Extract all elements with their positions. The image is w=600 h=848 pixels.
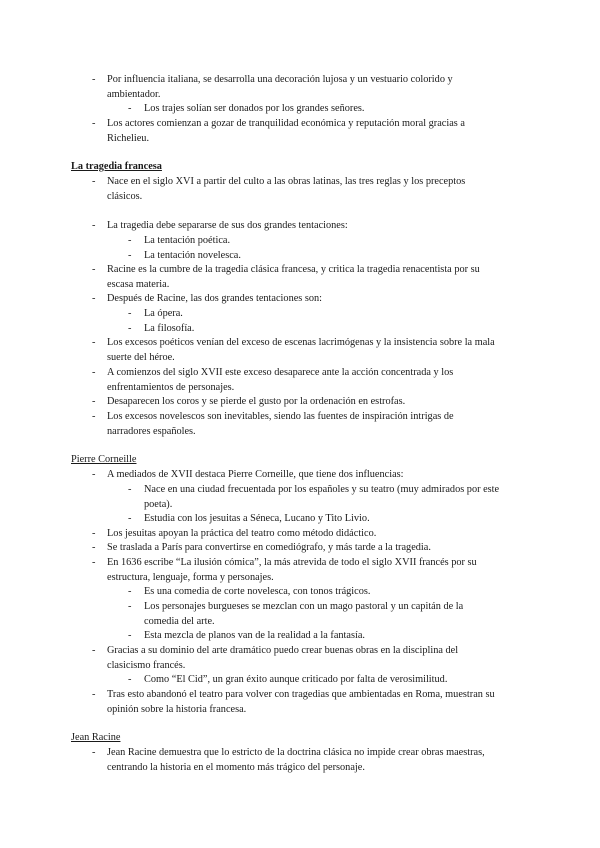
- list-item-line: A comienzos del siglo XVII este exceso desaparece ante la acción concentrada y los: [107, 367, 454, 378]
- list-item-line: Esta mezcla de planos van de la realidad a la fantasía.: [144, 630, 365, 641]
- list-item-line: La ópera.: [144, 308, 183, 319]
- list-item-line: Por influencia italiana, se desarrolla una decoración lujosa y un vestuario colorido y: [107, 74, 453, 85]
- list-item-line: poeta).: [144, 498, 173, 510]
- list-item-line: Nace en el siglo XVI a partir del culto a las obras latinas, las tres reglas y los preceptos: [107, 176, 466, 187]
- list-item-line: Estudia con los jesuitas a Séneca, Lucano y Tito Livio.: [144, 513, 370, 524]
- list-item-line: En 1636 escribe “La ilusión cómica”, la más atrevida de todo el siglo XVII francés por su: [107, 557, 477, 568]
- list-item-line: Después de Racine, las dos grandes tentaciones son:: [107, 293, 323, 304]
- list-item-line: Los excesos novelescos son inevitables, siendo las fuentes de inspiración intrigas de: [107, 411, 454, 422]
- section-title: Jean Racine: [71, 732, 121, 743]
- list-item-line: Como “El Cid”, un gran éxito aunque criticado por falta de verosimilitud.: [144, 674, 448, 685]
- list-item-line: Jean Racine demuestra que lo estricto de la doctrina clásica no impide crear obras maestras,: [107, 747, 485, 758]
- list-item-line: suerte del héroe.: [107, 351, 175, 363]
- list-item-line: Los jesuitas apoyan la práctica del teatro como método didáctico.: [107, 528, 377, 539]
- list-item-line: La tragedia debe separarse de sus dos grandes tentaciones:: [107, 220, 348, 231]
- list-item-line: opinión sobre la historia francesa.: [107, 703, 247, 715]
- list-item-line: narradores españoles.: [107, 425, 196, 437]
- list-item-line: Los excesos poéticos venían del exceso de escenas lacrimógenas y la insistencia sobre la mala: [107, 337, 495, 348]
- list-item-line: A mediados de XVII destaca Pierre Corneille, que tiene dos influencias:: [107, 469, 404, 480]
- section-title: Pierre Corneille: [71, 454, 137, 465]
- list-item-line: Gracias a su dominio del arte dramático puedo crear buenas obras en la disciplina del: [107, 645, 459, 656]
- list-item-line: Los personajes burgueses se mezclan con un mago pastoral y un capitán de la: [144, 601, 464, 612]
- list-item-line: clásicos.: [107, 190, 143, 202]
- list-item-line: clasicismo francés.: [107, 659, 186, 671]
- list-item-line: comedia del arte.: [144, 615, 215, 627]
- list-item-line: escasa materia.: [107, 278, 170, 290]
- list-item-line: Nace en una ciudad frecuentada por los españoles y su teatro (muy admirados por este: [144, 484, 500, 495]
- list-item-line: La tentación poética.: [144, 235, 231, 246]
- list-item-line: Los trajes solían ser donados por los grandes señores.: [144, 103, 365, 114]
- document-page: - Por influencia italiana, se desarrolla una decoración lujosa y un vestuario colorido y ambientador. - Los trajes solían ser donados por los grandes señores. - Los actores comienzan a gozar de tranquilidad económica y reputación moral gracias a Richelieu. La tragedia francesa - Nace en el siglo XVI a partir del culto a las obras latinas, las tres reglas y los preceptos clásicos. - La tragedia debe separarse de sus dos grandes tentaciones: - La tentación poética. - La tentación novelesca. - Racine es la cumbre de la tragedia clásica francesa, y critica la tragedia renacentista por su escasa materia. - Después de Racine, las dos grandes tentaciones son: - La ópera. - La filosofía. - Los excesos poéticos venían del exceso de escenas lacrimógenas y la insistencia sobre la mala suerte del héroe. - A comienzos del siglo XVII este exceso desaparece ante la acción concentrada y los enfrentamientos de personajes. - Desaparecen los coros y se pierde el gusto por la ordenación en estrofas. - Los excesos novelescos son inevitables, siendo las fuentes de inspiración intrigas de narradores españoles. Pierre Corneille - A mediados de XVII destaca Pierre Corneille, que tiene dos influencias: - Nace en una ciudad frecuentada por los españoles y su teatro (muy admirados por este poeta). - Estudia con los jesuitas a Séneca, Lucano y Tito Livio. - Los jesuitas apoyan la práctica del teatro como método didáctico. - Se traslada a París para convertirse en comediógrafo, y más tarde a la tragedia. - En 1636 escribe “La ilusión cómica”, la más atrevida de todo el siglo XVII francés por su estructura, lenguaje, forma y personajes. - Es una comedia de corte novelesca, con tonos trágicos. - Los personajes burgueses se mezclan con un mago pastoral y un capitán de la comedia del arte. - Esta mezcla de planos van de la realidad a la fantasía. - Gracias a su dominio del arte dramático puedo crear buenas obras en la disciplina del clasicismo francés. - Como “El Cid”, un gran éxito aunque criticado por falta de verosimilitud. - Tras esto abandonó el teatro para volver con tragedias que ambientadas en Roma, muestran su opinión sobre la historia francesa. Jean Racine - Jean Racine demuestra que lo estricto de la doctrina clásica no impide crear obras maestras, centrando la historia en el momento más trágico del personaje.: [0, 0, 600, 848]
- list-item-line: estructura, lenguaje, forma y personajes.: [107, 571, 274, 583]
- list-item-line: Se traslada a París para convertirse en comediógrafo, y más tarde a la tragedia.: [107, 542, 431, 553]
- list-item-line: Tras esto abandonó el teatro para volver con tragedias que ambientadas en Roma, muestran su: [107, 689, 495, 700]
- list-item-line: centrando la historia en el momento más trágico del personaje.: [107, 761, 365, 773]
- list-item-line: Desaparecen los coros y se pierde el gusto por la ordenación en estrofas.: [107, 396, 406, 407]
- section-title: La tragedia francesa: [71, 161, 162, 172]
- list-item-line: Los actores comienzan a gozar de tranquilidad económica y reputación moral gracias a: [107, 118, 465, 129]
- list-item-line: Es una comedia de corte novelesca, con tonos trágicos.: [144, 586, 371, 597]
- list-item-line: La filosofía.: [144, 323, 195, 334]
- list-item-line: Richelieu.: [107, 132, 150, 144]
- list-item-line: enfrentamientos de personajes.: [107, 381, 235, 393]
- list-item-line: Racine es la cumbre de la tragedia clásica francesa, y critica la tragedia renacentista por su: [107, 264, 480, 275]
- list-item-line: ambientador.: [107, 88, 161, 100]
- list-item-line: La tentación novelesca.: [144, 250, 241, 261]
